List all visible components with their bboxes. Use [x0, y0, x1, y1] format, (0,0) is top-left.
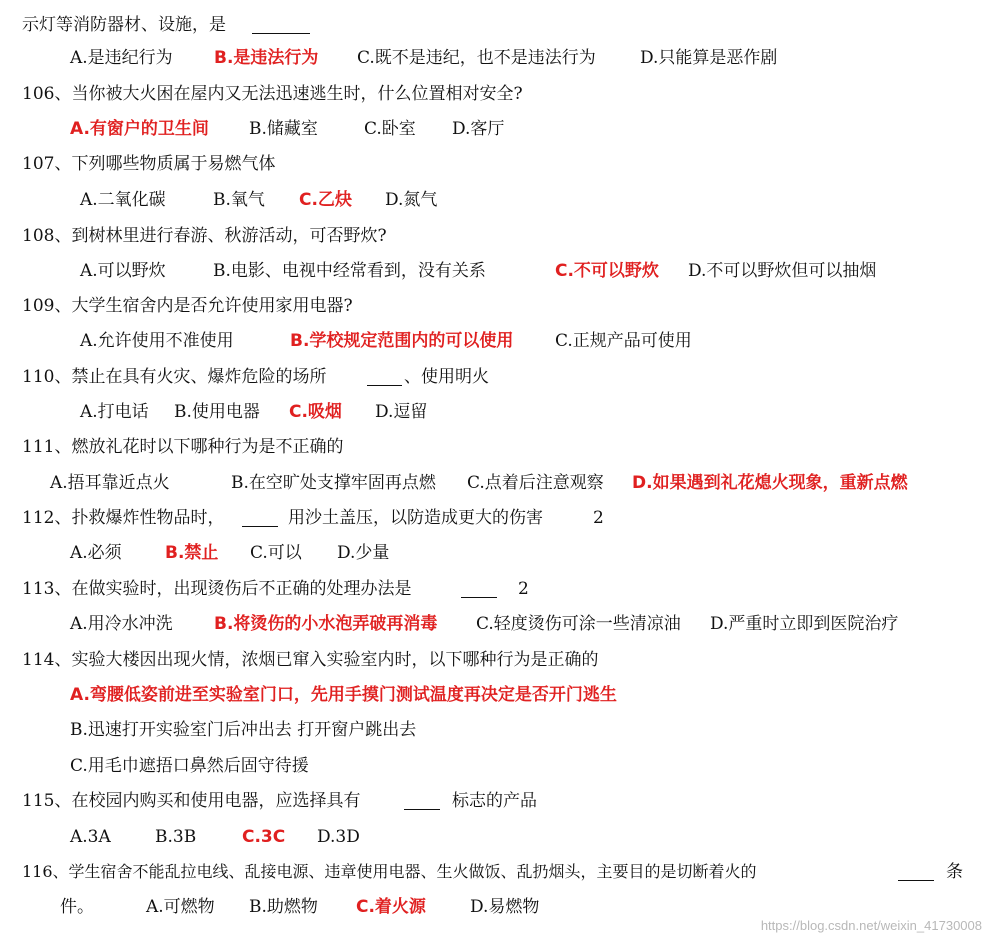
option-d: D.易燃物	[470, 897, 540, 917]
option-c-correct: C.不可以野炊	[555, 261, 659, 281]
option-a-correct: A.有窗户的卫生间	[70, 119, 209, 139]
option-c: C.用毛巾遮捂口鼻然后固守待援	[70, 756, 309, 776]
option-b-correct: B.将烫伤的小水泡弄破再消毒	[214, 614, 438, 634]
question-110-stem-b: 、使用明火	[404, 367, 489, 387]
option-d: D.严重时立即到医院治疗	[710, 614, 899, 634]
option-c: C.可以	[250, 543, 302, 563]
question-113-stem: 113、在做实验时，出现烫伤后不正确的处理办法是	[22, 579, 412, 599]
option-b: B.电影、电视中经常看到，没有关系	[213, 261, 486, 281]
option-d: D.氮气	[385, 190, 438, 210]
question-111-stem: 111、燃放礼花时以下哪种行为是不正确的	[22, 437, 344, 457]
option-c-correct: C.吸烟	[289, 402, 342, 422]
question-108-stem: 108、到树林里进行春游、秋游活动，可否野炊?	[22, 226, 387, 246]
option-a: A.允许使用不准使用	[80, 331, 234, 351]
question-107-stem: 107、下列哪些物质属于易燃气体	[22, 154, 276, 174]
option-c: C.正规产品可使用	[555, 331, 692, 351]
answer-blank	[367, 369, 402, 386]
option-c-correct: C.乙炔	[299, 190, 352, 210]
option-b-correct: B.是违法行为	[214, 48, 319, 68]
option-b: B.3B	[155, 827, 197, 847]
option-c: C.既不是违纪，也不是违法行为	[357, 48, 596, 68]
question-113-score: 2	[518, 579, 529, 599]
option-a: A.打电话	[80, 402, 149, 422]
answer-blank	[242, 510, 278, 527]
option-a-correct: A.弯腰低姿前进至实验室门口，先用手摸门测试温度再决定是否开门逃生	[70, 685, 617, 705]
option-a: A.可以野炊	[80, 261, 166, 281]
option-b: B.氧气	[213, 190, 265, 210]
option-b: B.助燃物	[249, 897, 318, 917]
option-b: B.迅速打开实验室门后冲出去 打开窗户跳出去	[70, 720, 417, 740]
option-d: D.少量	[337, 543, 390, 563]
option-d: D.逗留	[375, 402, 428, 422]
option-d-correct: D.如果遇到礼花熄火现象，重新点燃	[632, 473, 908, 493]
option-d: D.不可以野炊但可以抽烟	[688, 261, 877, 281]
answer-blank	[461, 581, 497, 598]
question-115-stem-a: 115、在校园内购买和使用电器，应选择具有	[22, 791, 361, 811]
option-c-correct: C.3C	[242, 827, 286, 847]
option-a: A.是违纪行为	[70, 48, 173, 68]
option-d: D.只能算是恶作剧	[640, 48, 778, 68]
question-109-stem: 109、大学生宿舍内是否允许使用家用电器?	[22, 296, 353, 316]
watermark: https://blog.csdn.net/weixin_41730008	[760, 918, 982, 933]
option-a: A.可燃物	[146, 897, 215, 917]
option-b-correct: B.学校规定范围内的可以使用	[290, 331, 514, 351]
question-114-stem: 114、实验大楼因出现火情，浓烟已窜入实验室内时，以下哪种行为是正确的	[22, 650, 599, 670]
question-105-stem: 示灯等消防器材、设施，是	[22, 15, 226, 35]
question-106-stem: 106、当你被大火困在屋内又无法迅速逃生时，什么位置相对安全?	[22, 84, 523, 104]
option-a: A.3A	[70, 827, 111, 847]
option-c: C.点着后注意观察	[467, 473, 604, 493]
answer-blank	[404, 793, 440, 810]
question-115-stem-b: 标志的产品	[452, 791, 537, 811]
answer-blank	[898, 864, 934, 881]
question-116-stem-end: 条	[946, 862, 963, 882]
option-b: B.在空旷处支撑牢固再点燃	[231, 473, 436, 493]
question-116-stem: 116、学生宿舍不能乱拉电线、乱接电源、违章使用电器、生火做饭、乱扔烟头，主要目的是切断着火的	[22, 862, 757, 881]
option-b: B.使用电器	[174, 402, 260, 422]
question-112-stem-a: 112、扑救爆炸性物品时，	[22, 508, 225, 528]
option-a: A.二氧化碳	[80, 190, 166, 210]
question-116-continuation: 件。	[60, 897, 94, 917]
option-c-correct: C.着火源	[356, 897, 426, 917]
option-c: C.卧室	[364, 119, 416, 139]
option-a: A.必须	[70, 543, 122, 563]
option-b: B.储藏室	[249, 119, 318, 139]
question-112-stem-b: 用沙土盖压，以防造成更大的伤害	[288, 508, 543, 528]
option-c: C.轻度烫伤可涂一些清凉油	[476, 614, 681, 634]
answer-blank	[252, 17, 310, 34]
option-a: A.捂耳靠近点火	[50, 473, 170, 493]
question-112-score: 2	[593, 508, 604, 528]
option-a: A.用冷水冲洗	[70, 614, 173, 634]
question-110-stem-a: 110、禁止在具有火灾、爆炸危险的场所	[22, 367, 327, 387]
option-d: D.3D	[317, 827, 360, 847]
option-b-correct: B.禁止	[165, 543, 219, 563]
option-d: D.客厅	[452, 119, 505, 139]
